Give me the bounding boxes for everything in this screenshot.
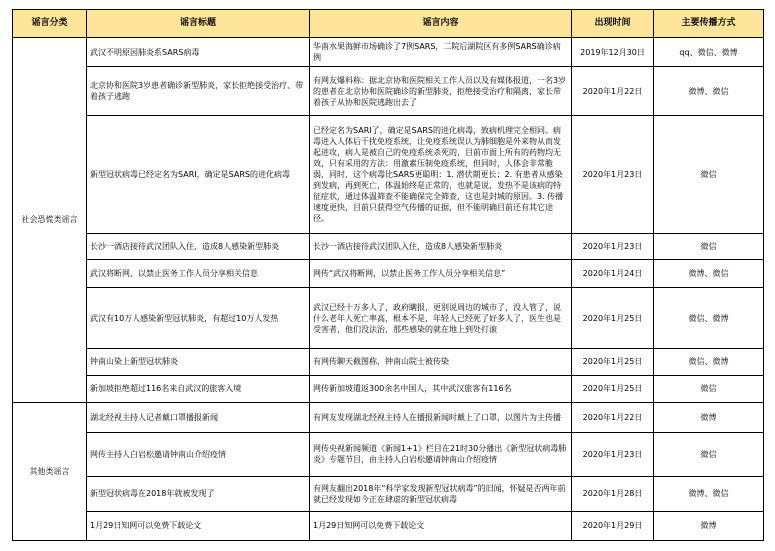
rumor-channel-cell: 微信: [654, 432, 764, 476]
rumor-date-cell: 2020年1月22日: [572, 67, 654, 116]
header-category: 谣言分类: [13, 10, 87, 38]
rumor-date-cell: 2020年1月28日: [572, 476, 654, 511]
rumor-content-cell: 华南水果海鲜市场确诊了7例SARS，二院后湖院区有多例SARS确诊病例: [310, 38, 572, 67]
rumor-date-cell: 2020年1月23日: [572, 116, 654, 234]
rumor-date-cell: 2020年1月24日: [572, 260, 654, 288]
rumor-date-cell: 2020年1月22日: [572, 402, 654, 432]
table-row: [13, 402, 764, 432]
table-row: [13, 476, 764, 511]
rumor-title-cell: 武汉有10万人感染新型冠状肺炎，有超过10万人发热: [87, 288, 310, 348]
rumor-content-cell: 长沙一酒店接待武汉团队入住，造成8人感染新型肺炎: [310, 234, 572, 260]
rumor-channel-cell: 微信: [654, 234, 764, 260]
rumor-channel-cell: 微博、微信: [654, 476, 764, 511]
rumor-title-cell: 网传主持人白岩松邀请钟南山介绍疫情: [87, 432, 310, 476]
header-channel: 主要传播方式: [654, 10, 764, 38]
rumor-date-cell: 2019年12月30日: [572, 38, 654, 67]
rumor-title-cell: 武汉将断网，以禁止医务工作人员分享相关信息: [87, 260, 310, 288]
table-row: [13, 375, 764, 402]
rumor-content-cell: 1月29日知网可以免费下载论文: [310, 511, 572, 540]
rumor-content-cell: 有网友爆料称：据北京协和医院相关工作人员以及有媒体报道，一名3岁的患者在北京协和医院确诊的新型肺炎，拒绝接受治疗和隔离，家长带着孩子从协和医院逃跑出去了: [310, 67, 572, 116]
rumor-table: [12, 9, 764, 541]
table-row: [13, 260, 764, 288]
table-row: [13, 288, 764, 348]
category-cell: 其他类谣言: [13, 402, 87, 540]
table-row: [13, 116, 764, 234]
table-row: [13, 38, 764, 67]
rumor-date-cell: 2020年1月25日: [572, 348, 654, 375]
rumor-title-cell: 长沙一酒店接待武汉团队入住，造成8人感染新型肺炎: [87, 234, 310, 260]
rumor-content-cell: 武汉已经十万多人了，政府瞒报，更别说周边的城市了，没人管了，说什么老年人死亡率高，根本不是，年轻人已经死了好多人了，医生也是受害者，他们没法治，那些感染的就在地上到处打滚: [310, 288, 572, 348]
rumor-title-cell: 钟南山染上新型冠状肺炎: [87, 348, 310, 375]
rumor-channel-cell: 微信: [654, 375, 764, 402]
rumor-content-cell: 有网传聊天截图称，钟南山院士被传染: [310, 348, 572, 375]
header-content: 谣言内容: [310, 10, 572, 38]
table-row: [13, 432, 764, 476]
rumor-channel-cell: 微信、微博: [654, 288, 764, 348]
rumor-title-cell: 北京协和医院3岁患者确诊新型肺炎，家长拒绝接受治疗、带着孩子逃跑: [87, 67, 310, 116]
rumor-content-cell: 网传“武汉将断网，以禁止医务工作人员分享相关信息”: [310, 260, 572, 288]
rumor-title-cell: 新加坡拒绝超过116名来自武汉的旅客入境: [87, 375, 310, 402]
rumor-date-cell: 2020年1月25日: [572, 375, 654, 402]
rumor-content-cell: 网传央视新闻频道《新闻1+1》栏目在21时30分播出《新型冠状病毒肺炎》专题节目，由主持人白岩松邀请钟南山介绍疫情: [310, 432, 572, 476]
rumor-channel-cell: 微博: [654, 402, 764, 432]
category-cell: 社会恐慌类谣言: [13, 38, 87, 403]
header-date: 出现时间: [572, 10, 654, 38]
rumor-title-cell: 武汉不明原因肺炎系SARS病毒: [87, 38, 310, 67]
rumor-title-cell: 新型冠状病毒在2018年就被发现了: [87, 476, 310, 511]
rumor-channel-cell: 微博、微信: [654, 67, 764, 116]
rumor-title-cell: 新型冠状病毒已经定名为SARI，确定是SARS的进化病毒: [87, 116, 310, 234]
rumor-date-cell: 2020年1月23日: [572, 234, 654, 260]
table-row: [13, 234, 764, 260]
rumor-content-cell: 有网友发现湖北经视主持人在播报新闻时戴上了口罩，以图片为主传播: [310, 402, 572, 432]
table-row: [13, 348, 764, 375]
rumor-channel-cell: 微信、微博: [654, 348, 764, 375]
rumor-title-cell: 湖北经视主持人记者戴口罩播报新闻: [87, 402, 310, 432]
rumor-title-cell: 1月29日知网可以免费下载论文: [87, 511, 310, 540]
rumor-content-cell: 已经定名为SARI了，确定是SARS的进化病毒，致病机理完全相同。病毒进入人体后干扰免疫系统，让免疫系统误认为肺细胞是外来物从而发起进攻，病人是被自己的免疫系统杀死的，目前市面上所有的药物均无效，只有采用的方法：用激素压制免疫系统，但同时，人体会非常脆弱，同时，这个病毒比SARS更聪明：1. 潜伏期更长；2. 有患者从感染到发病，再到死亡，体温始终是正常的，也就是说，发热不是该病的特征症状，通过体温筛查不能确保完全筛查，这也是封城的原因。3. 传播速度更快，目前只获得空气传播的证据，但不能明确目前还有其它途径。: [310, 116, 572, 234]
rumor-date-cell: 2020年1月25日: [572, 288, 654, 348]
rumor-date-cell: 2020年1月29日: [572, 511, 654, 540]
rumor-content-cell: 有网友翻出2018年“科学家发现新型冠状病毒”的旧闻，怀疑是否两年前就已经发现如今正在肆虐的新型冠状病毒: [310, 476, 572, 511]
rumor-date-cell: 2020年1月23日: [572, 432, 654, 476]
rumor-channel-cell: 微信: [654, 116, 764, 234]
table-header-row: [13, 10, 764, 38]
header-title: 谣言标题: [87, 10, 310, 38]
rumor-channel-cell: 微博: [654, 511, 764, 540]
rumor-channel-cell: 微博、微信: [654, 260, 764, 288]
table-row: [13, 67, 764, 116]
table-row: [13, 511, 764, 540]
rumor-content-cell: 网传新加坡遣返300余名中国人，其中武汉旅客有116名: [310, 375, 572, 402]
rumor-channel-cell: qq、微信、微博: [654, 38, 764, 67]
